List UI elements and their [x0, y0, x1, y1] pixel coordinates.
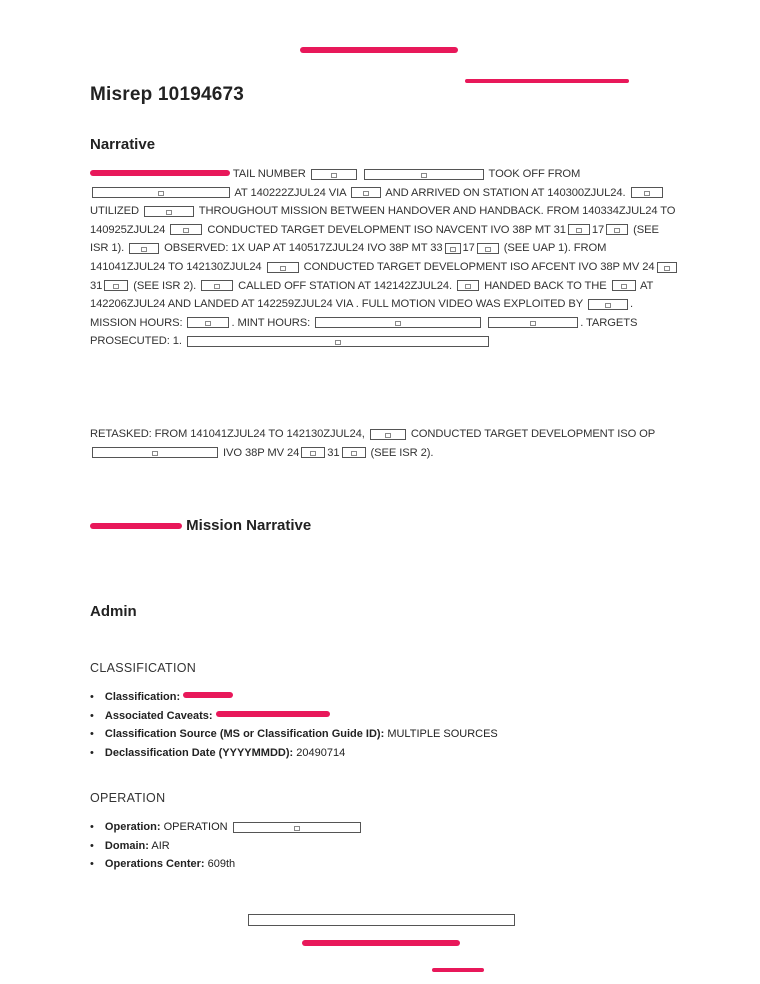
- narrative-text: . MISSION HOURS:: [90, 298, 633, 329]
- narrative-text: AT 142206ZJUL24 AND LANDED AT 142259ZJUL24 VIA . FULL MOTION VIDEO WAS EXPLOITED BY: [90, 279, 654, 311]
- narrative-text: . TARGETS PROSECUTED: 1.: [90, 316, 638, 348]
- redaction-box: [170, 224, 202, 235]
- redaction-box: [267, 262, 299, 273]
- classification-label: Classification:: [104, 691, 181, 703]
- operation-label: Operation:: [104, 821, 161, 833]
- classification-heading: CLASSIFICATION: [90, 661, 197, 675]
- mission-narrative-title: Mission Narrative: [186, 517, 312, 534]
- classification-redacted: [183, 688, 233, 707]
- redaction-box: [92, 447, 218, 458]
- footer-redaction-box: [248, 914, 515, 926]
- narrative-text: IVO 38P MV 24: [223, 446, 300, 459]
- narrative-text: 31: [327, 446, 340, 459]
- declassification-date-value: 20490714: [296, 746, 346, 759]
- domain-label: Domain:: [104, 839, 149, 852]
- narrative-text: 17: [462, 242, 475, 255]
- narrative-text: CONDUCTED TARGET DEVELOPMENT ISO AFCENT IVO 38P MV 24: [303, 260, 655, 273]
- classification-list: [90, 688, 498, 762]
- narrative-text: UTILIZED: [90, 205, 139, 218]
- narrative-heading: Narrative: [90, 136, 156, 153]
- classification-source-label: Classification Source (MS or Classification Guide ID):: [104, 728, 385, 740]
- operations-center-value: 609th: [207, 858, 236, 870]
- footer-redaction-small: [432, 968, 484, 972]
- redaction-box: [301, 447, 325, 458]
- narrative-text: OBSERVED: 1X UAP AT 140517ZJUL24 IVO 38P MT 33: [164, 242, 443, 255]
- redaction-box: [457, 280, 479, 291]
- narrative-text: TAIL NUMBER: [232, 168, 306, 180]
- narrative-text: CONDUCTED TARGET DEVELOPMENT ISO NAVCENT IVO 38P MT 31: [207, 223, 566, 236]
- redaction-box: [129, 243, 159, 254]
- redaction-box: [488, 317, 578, 328]
- narrative-text: THROUGHOUT MISSION BETWEEN HANDOVER AND HANDBACK. FROM 140334ZJUL24 TO 140925ZJUL24: [90, 205, 676, 236]
- narrative-text: CONDUCTED TARGET DEVELOPMENT ISO OP: [410, 428, 655, 440]
- redaction-box: [445, 243, 461, 254]
- redaction-box: [233, 822, 361, 833]
- header-redaction: [300, 47, 458, 53]
- caveats-label: Associated Caveats:: [104, 709, 213, 722]
- redaction-box: [187, 317, 229, 328]
- redaction-box: [370, 429, 406, 440]
- narrative-text: AND ARRIVED ON STATION AT 140300ZJUL24.: [385, 186, 626, 199]
- list-item: [90, 707, 498, 726]
- narrative-text: CALLED OFF STATION AT 142142ZJUL24.: [238, 279, 453, 292]
- redaction-box: [92, 187, 230, 198]
- narrative-text: 17: [591, 223, 605, 236]
- redaction-box: [144, 206, 194, 217]
- operations-center-label: Operations Center:: [104, 858, 205, 870]
- narrative-text: (SEE ISR 1).: [90, 223, 659, 255]
- narrative-text: (SEE UAP 1). FROM 141041ZJUL24 TO 142130ZJUL24: [90, 242, 607, 273]
- list-item: [90, 818, 363, 837]
- redaction-box: [568, 224, 590, 235]
- page-title: Misrep 10194673: [90, 84, 245, 105]
- redaction-box: [201, 280, 233, 291]
- redaction-box: [104, 280, 128, 291]
- narrative-paragraph-2: [90, 425, 680, 462]
- narrative-text: AT 140222ZJUL24 VIA: [234, 186, 346, 199]
- redaction-box: [631, 187, 663, 198]
- operation-heading: OPERATION: [90, 791, 166, 805]
- narrative-text: . MINT HOURS:: [231, 316, 311, 329]
- mission-narrative-heading: [90, 517, 311, 534]
- narrative-text: 31: [90, 279, 103, 292]
- footer-redaction: [302, 940, 460, 946]
- redaction-box: [612, 280, 636, 291]
- redaction-box: [657, 262, 677, 273]
- operation-list: [90, 818, 363, 874]
- redacted-text: [90, 165, 230, 184]
- narrative-text: (SEE ISR 2).: [133, 279, 197, 292]
- redaction-box: [315, 317, 481, 328]
- narrative-text: RETASKED: FROM 141041ZJUL24 TO 142130ZJUL24,: [90, 428, 365, 440]
- domain-value: AIR: [151, 839, 170, 852]
- operation-value: OPERATION: [163, 821, 228, 833]
- list-item: [90, 688, 498, 707]
- admin-heading: Admin: [90, 603, 137, 620]
- list-item: [90, 855, 363, 874]
- narrative-paragraph-1: [90, 165, 680, 351]
- redaction-box: [588, 299, 628, 310]
- redaction-box: [311, 169, 357, 180]
- narrative-text: TOOK OFF FROM: [488, 168, 581, 180]
- redaction-box: [351, 187, 381, 198]
- list-item: [90, 744, 498, 763]
- caveats-redacted: [216, 707, 330, 726]
- declassification-date-label: Declassification Date (YYYYMMDD):: [104, 746, 294, 759]
- list-item: [90, 725, 498, 744]
- narrative-text: HANDED BACK TO THE: [484, 279, 607, 292]
- redaction-box: [364, 169, 484, 180]
- list-item: [90, 837, 363, 856]
- redacted-text: [90, 517, 182, 534]
- redaction-box: [187, 336, 489, 347]
- header-redaction-right: [465, 79, 629, 83]
- classification-source-value: MULTIPLE SOURCES: [387, 728, 498, 740]
- redaction-box: [606, 224, 628, 235]
- redaction-box: [477, 243, 499, 254]
- redaction-box: [342, 447, 366, 458]
- narrative-text: (SEE ISR 2).: [370, 446, 434, 459]
